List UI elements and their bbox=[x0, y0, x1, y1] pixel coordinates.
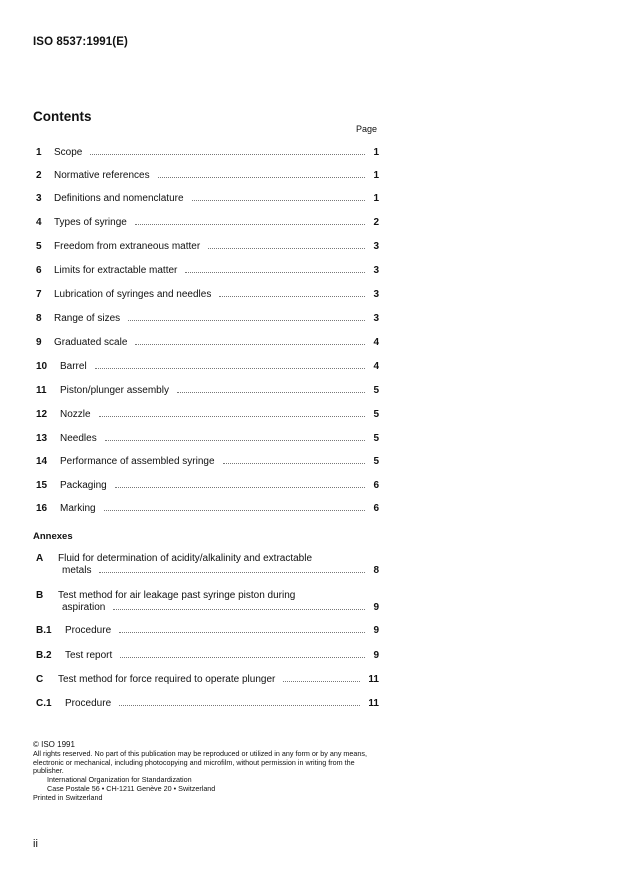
annex-entry-number: A bbox=[36, 553, 44, 564]
toc-entry-title: Scope bbox=[54, 147, 83, 158]
toc-entry-page: 6 bbox=[373, 480, 379, 491]
annex-entry-number: B.1 bbox=[36, 625, 52, 636]
annex-entry-title: Test method for air leakage past syringe piston during bbox=[58, 590, 296, 601]
toc-entry-title: Marking bbox=[60, 503, 96, 514]
toc-entry-number: 16 bbox=[36, 503, 48, 514]
toc-entry-title: Needles bbox=[60, 433, 97, 444]
annex-entry-title-cont: aspiration bbox=[62, 602, 106, 613]
toc-entry-number: 9 bbox=[36, 337, 42, 348]
toc-entry-page: 5 bbox=[373, 456, 379, 467]
toc-entry-page: 5 bbox=[373, 385, 379, 396]
copyright-line: © ISO 1991 bbox=[33, 740, 75, 749]
copyright-notice bbox=[33, 741, 383, 803]
toc-entry-number: 6 bbox=[36, 265, 42, 276]
toc-entry-page: 6 bbox=[373, 503, 379, 514]
annex-entry-page: 9 bbox=[373, 625, 379, 636]
toc-entry-title: Definitions and nomenclature bbox=[54, 193, 184, 204]
organization-address: Case Postale 56 • CH-1211 Genève 20 • Switzerland bbox=[47, 783, 216, 793]
toc-entry-number: 12 bbox=[36, 409, 48, 420]
leader-dots bbox=[99, 572, 365, 573]
toc-entry-number: 1 bbox=[36, 147, 42, 158]
toc-entry-number: 10 bbox=[36, 361, 48, 372]
annex-entry-title: Procedure bbox=[65, 698, 112, 709]
annex-entry-title: Test report bbox=[65, 650, 113, 661]
toc-entry-title: Packaging bbox=[60, 480, 107, 491]
toc-entry-number: 7 bbox=[36, 289, 42, 300]
annex-entry-title: Procedure bbox=[65, 625, 112, 636]
annex-entry-number: C bbox=[36, 674, 44, 685]
toc-entry-page: 3 bbox=[373, 265, 379, 276]
toc-entry-page: 3 bbox=[373, 289, 379, 300]
leader-dots bbox=[119, 632, 365, 633]
toc-entry-page: 4 bbox=[373, 337, 379, 348]
annex-entry bbox=[36, 698, 379, 714]
annex-entry bbox=[36, 650, 379, 666]
toc-entry-page: 1 bbox=[373, 193, 379, 204]
toc-entry-number: 2 bbox=[36, 170, 42, 181]
annex-entry bbox=[36, 674, 379, 690]
toc-entry-number: 3 bbox=[36, 193, 42, 204]
toc-entry-title: Types of syringe bbox=[54, 217, 127, 228]
toc-entry-page: 3 bbox=[373, 313, 379, 324]
annex-entry-number: C.1 bbox=[36, 698, 52, 709]
annex-entry-number: B.2 bbox=[36, 650, 52, 661]
toc-entry-number: 4 bbox=[36, 217, 42, 228]
toc-entry-number: 14 bbox=[36, 456, 48, 467]
annex-entry bbox=[36, 590, 379, 618]
toc-entry-title: Performance of assembled syringe bbox=[60, 456, 215, 467]
organization-name: International Organization for Standardization bbox=[47, 775, 192, 785]
annex-entry-number: B bbox=[36, 590, 44, 601]
toc-entry-title: Lubrication of syringes and needles bbox=[54, 289, 212, 300]
page-number: ii bbox=[33, 838, 38, 850]
rights-statement: All rights reserved. No part of this publication may be reproduced or utilized in any form or by any means, electronic or mechanical, including photocopying and microfilm, without permission in writing from the publisher. bbox=[33, 748, 367, 776]
toc-entry-title: Graduated scale bbox=[54, 337, 128, 348]
toc-entry-title: Limits for extractable matter bbox=[54, 265, 178, 276]
toc-entry-title: Range of sizes bbox=[54, 313, 121, 324]
toc-entry-page: 5 bbox=[373, 433, 379, 444]
annex-entry bbox=[36, 625, 379, 641]
toc-entry-number: 15 bbox=[36, 480, 48, 491]
annex-entry-page: 11 bbox=[368, 674, 379, 685]
toc-entry-number: 5 bbox=[36, 241, 42, 252]
annex-entry-title: Test method for force required to operate plunger bbox=[58, 674, 276, 685]
page-column-label: Page bbox=[356, 124, 378, 134]
annex-entry-title-cont: metals bbox=[62, 565, 92, 576]
annex-entry-page: 11 bbox=[368, 698, 379, 709]
toc-entry-page: 2 bbox=[373, 217, 379, 228]
document-id: ISO 8537:1991(E) bbox=[33, 36, 128, 48]
annex-entry-page: 8 bbox=[373, 565, 379, 576]
annexes-heading: Annexes bbox=[33, 531, 73, 542]
toc-entry-page: 1 bbox=[373, 170, 379, 181]
annex-entry-page: 9 bbox=[373, 602, 379, 613]
toc-entry-title: Piston/plunger assembly bbox=[60, 385, 169, 396]
toc-entry-title: Normative references bbox=[54, 170, 150, 181]
annex-entry bbox=[36, 553, 379, 581]
toc-entry-title: Barrel bbox=[60, 361, 87, 372]
toc-entry-number: 13 bbox=[36, 433, 48, 444]
toc-entry-title: Nozzle bbox=[60, 409, 91, 420]
contents-title: Contents bbox=[33, 109, 92, 124]
leader-dots bbox=[283, 681, 360, 682]
leader-dots bbox=[113, 609, 365, 610]
toc-entry-page: 5 bbox=[373, 409, 379, 420]
toc-entry-page: 4 bbox=[373, 361, 379, 372]
leader-dots bbox=[120, 657, 365, 658]
annex-entry-page: 9 bbox=[373, 650, 379, 661]
leader-dots bbox=[119, 705, 360, 706]
toc-entry-number: 8 bbox=[36, 313, 42, 324]
toc-entry-page: 1 bbox=[373, 147, 379, 158]
toc-entry-number: 11 bbox=[36, 385, 47, 396]
annex-entry-title: Fluid for determination of acidity/alkalinity and extractable bbox=[58, 553, 313, 564]
toc-entry-page: 3 bbox=[373, 241, 379, 252]
toc-entry-title: Freedom from extraneous matter bbox=[54, 241, 201, 252]
printed-in: Printed in Switzerland bbox=[33, 792, 103, 802]
